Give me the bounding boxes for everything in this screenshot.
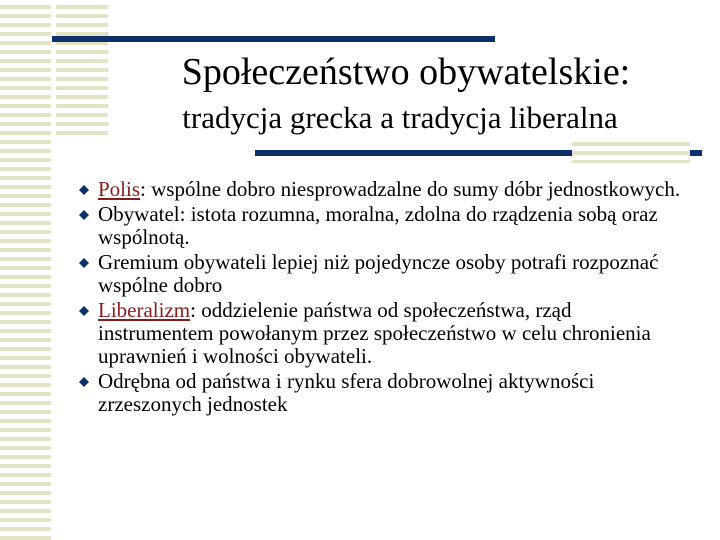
title-rule-top — [52, 36, 495, 42]
title-line-1: Społeczeństwo obywatelskie: — [181, 51, 631, 93]
diamond-bullet-icon — [79, 185, 89, 195]
decorative-stripes-title — [56, 0, 108, 138]
bullet-text: Obywatel: istota rozumna, moralna, zdolna do rządzenia sobą oraz wspólnotą. — [98, 202, 658, 249]
bullet-text: : wspólne dobro niesprowadzalne do sumy dóbr jednostkowych. — [140, 177, 681, 201]
bullet-item-obywatel — [76, 203, 686, 249]
bullet-item-liberalizm — [76, 299, 686, 368]
term-link-liberalizm[interactable]: Liberalizm — [98, 298, 191, 322]
bullet-item-gremium — [76, 251, 686, 297]
slide-title — [110, 48, 690, 138]
decorative-stripes-right — [572, 137, 690, 163]
diamond-bullet-icon — [79, 377, 89, 387]
diamond-bullet-icon — [79, 258, 89, 268]
bullet-text: : oddzielenie państwa od społeczeństwa, rząd instrumentem powołanym przez społeczeństwo w celu chronienia uprawnień i wolności obywateli. — [98, 298, 651, 368]
title-line-2: tradycja grecka a tradycja liberalna — [182, 100, 618, 135]
term-link-polis[interactable]: Polis — [98, 177, 141, 201]
bullet-list — [76, 178, 686, 418]
diamond-bullet-icon — [79, 306, 89, 316]
bullet-text: Odrębna od państwa i rynku sfera dobrowolnej aktywności zrzeszonych jednostek — [98, 369, 595, 416]
bullet-text: Gremium obywateli lepiej niż pojedyncze osoby potrafi rozpoznać wspólne dobro — [98, 250, 659, 297]
bullet-item-sfera — [76, 370, 686, 416]
decorative-stripes-left — [0, 0, 51, 540]
bullet-item-polis — [76, 178, 686, 201]
diamond-bullet-icon — [79, 210, 89, 220]
